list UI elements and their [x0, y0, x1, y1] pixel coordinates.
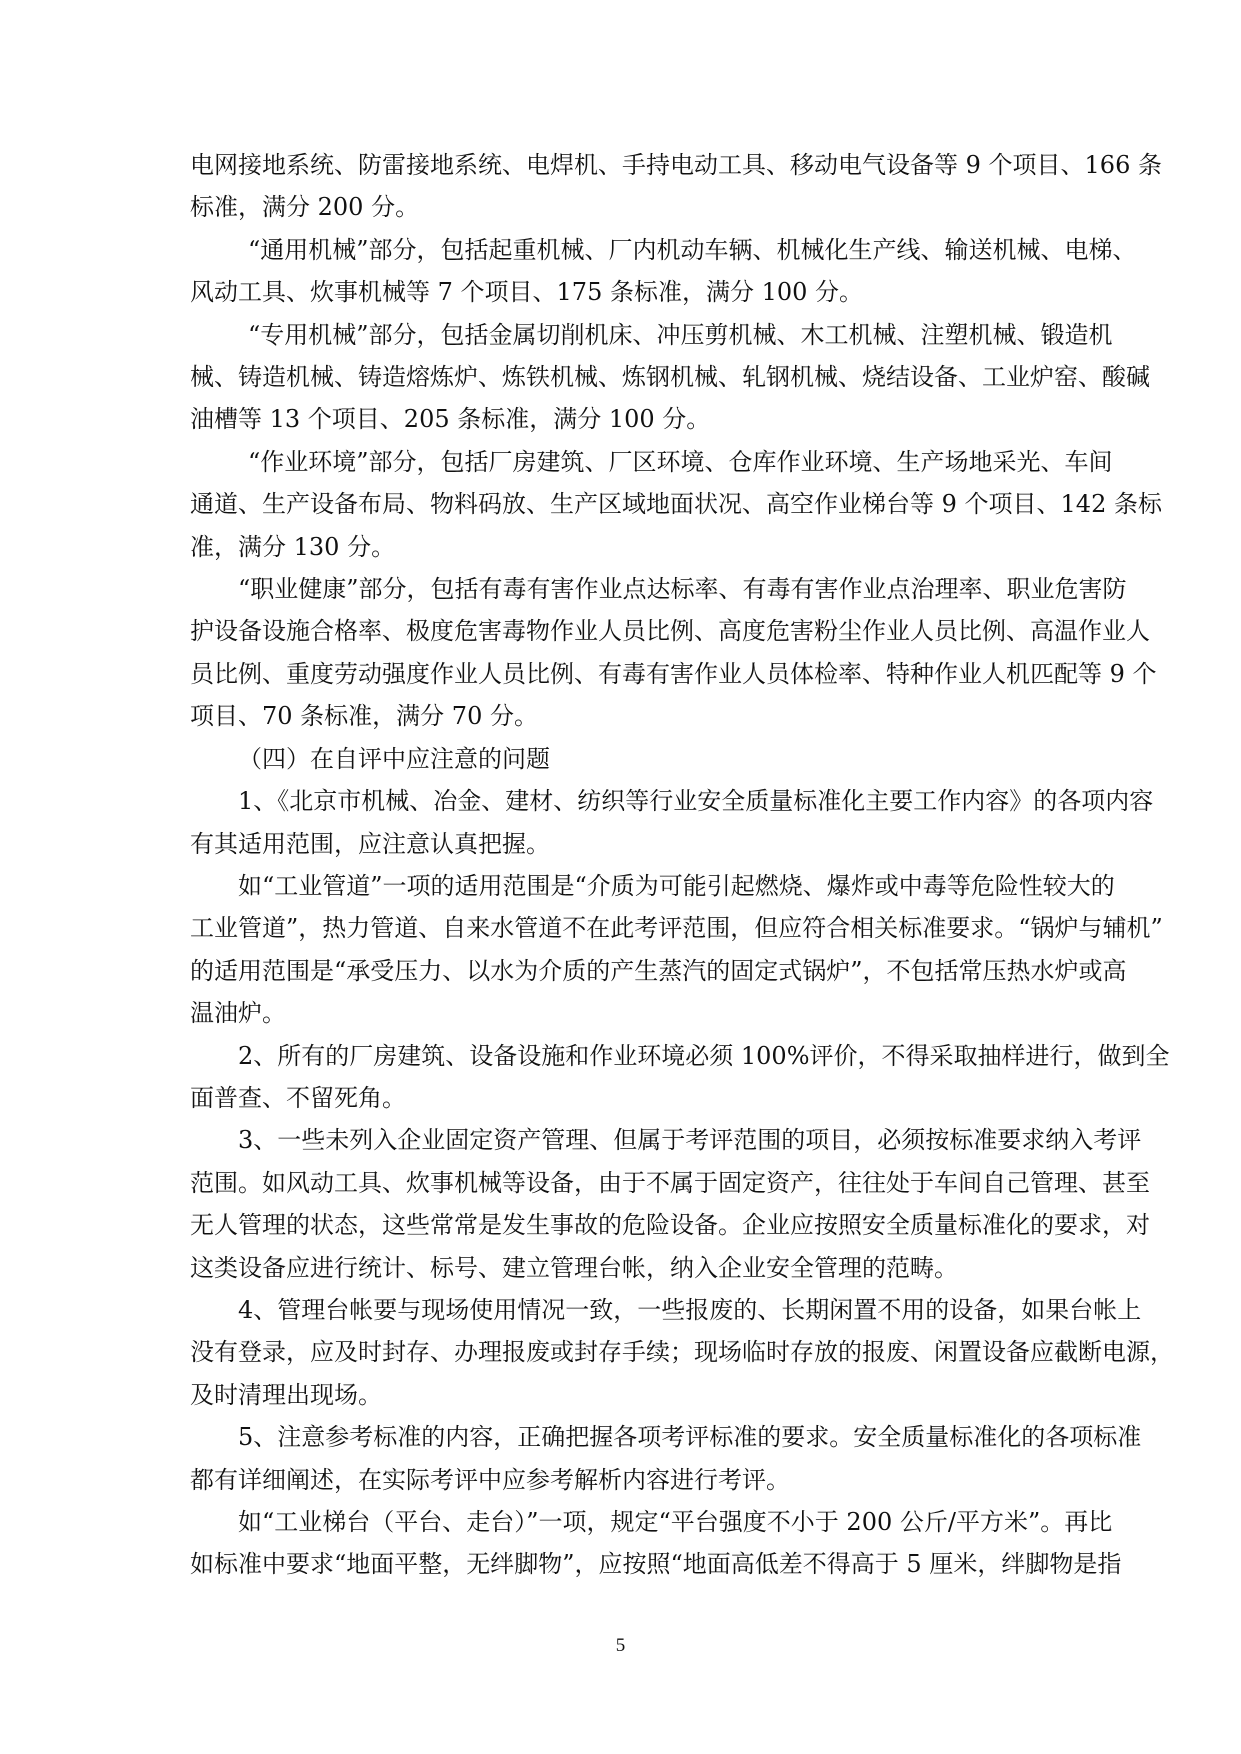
text-line: 如“工业梯台（平台、走台）”一项，规定“平台强度不小于 200 公斤/平方米”。再比	[238, 1508, 1113, 1536]
text-line: 的适用范围是“承受压力、以水为介质的产生蒸汽的固定式锅炉”，不包括常压热水炉或高	[190, 956, 1127, 985]
text-line: 通道、生产设备布局、物料码放、生产区域地面状况、高空作业梯台等 9 个项目、142 条标	[190, 490, 1162, 519]
text-line: （四）在自评中应注意的问题	[238, 744, 550, 773]
paragraph	[190, 1501, 1122, 1586]
text-line: 标准，满分 200 分。	[190, 193, 420, 222]
paragraph	[190, 1289, 1174, 1416]
text-line: 无人管理的状态，这些常常是发生事故的危险设备。企业应按照安全质量标准化的要求，对	[190, 1211, 1150, 1240]
text-line: 护设备设施合格率、极度危害毒物作业人员比例、高度危害粉尘作业人员比例、高温作业人	[190, 617, 1150, 646]
page-number: 5	[615, 1635, 626, 1656]
text-line: 员比例、重度劳动强度作业人员比例、有毒有害作业人员体检率、特种作业人机匹配等 9 个	[190, 659, 1157, 688]
text-line: 都有详细阐述，在实际考评中应参考解析内容进行考评。	[190, 1465, 790, 1494]
paragraph	[190, 865, 1163, 1035]
text-line: 准，满分 130 分。	[190, 532, 396, 561]
paragraph	[190, 1119, 1150, 1289]
paragraph	[190, 229, 1137, 314]
paragraph	[190, 1035, 1170, 1120]
text-line: 范围。如风动工具、炊事机械等设备，由于不属于固定资产，往往处于车间自己管理、甚至	[190, 1168, 1150, 1197]
text-line: 4、管理台帐要与现场使用情况一致，一些报废的、长期闲置不用的设备，如果台帐上	[238, 1295, 1142, 1324]
text-line: 有其适用范围，应注意认真把握。	[190, 829, 550, 858]
paragraph	[190, 314, 1150, 441]
text-line: 风动工具、炊事机械等 7 个项目、175 条标准，满分 100 分。	[190, 278, 864, 307]
text-line: 油槽等 13 个项目、205 条标准，满分 100 分。	[190, 405, 711, 434]
text-line: “专用机械”部分，包括金属切削机床、冲压剪机械、木工机械、注塑机械、锻造机	[248, 320, 1113, 349]
text-line: 项目、70 条标准，满分 70 分。	[190, 702, 538, 731]
paragraph	[190, 1416, 1142, 1501]
text-line: 面普查、不留死角。	[190, 1083, 406, 1112]
text-line: 这类设备应进行统计、标号、建立管理台帐，纳入企业安全管理的范畴。	[190, 1253, 958, 1282]
text-line: “职业健康”部分，包括有毒有害作业点达标率、有毒有害作业点治理率、职业危害防	[238, 575, 1127, 604]
text-line: 3、一些未列入企业固定资产管理、但属于考评范围的项目，必须按标准要求纳入考评	[238, 1126, 1142, 1155]
text-line: 2、所有的厂房建筑、设备设施和作业环境必须 100%评价，不得采取抽样进行，做到全	[238, 1041, 1170, 1070]
text-line: 温油炉。	[190, 999, 286, 1028]
text-line: “作业环境”部分，包括厂房建筑、厂区环境、仓库作业环境、生产场地采光、车间	[248, 447, 1113, 476]
paragraph	[190, 441, 1162, 568]
text-line: 及时清理出现场。	[190, 1380, 382, 1409]
paragraph	[190, 568, 1157, 738]
text-line: 如“工业管道”一项的适用范围是“介质为可能引起燃烧、爆炸或中毒等危险性较大的	[238, 871, 1115, 900]
text-line: 1、《北京市机械、冶金、建材、纺织等行业安全质量标准化主要工作内容》的各项内容	[238, 787, 1154, 816]
text-line: “通用机械”部分，包括起重机械、厂内机动车辆、机械化生产线、输送机械、电梯、	[248, 235, 1137, 264]
paragraph	[190, 738, 1056, 780]
paragraph	[190, 144, 1162, 229]
text-line: 电网接地系统、防雷接地系统、电焊机、手持电动工具、移动电气设备等 9 个项目、166 条	[190, 151, 1162, 179]
text-line: 械、铸造机械、铸造熔炼炉、炼铁机械、炼钢机械、轧钢机械、烧结设备、工业炉窑、酸碱	[190, 363, 1150, 392]
text-line: 工业管道”，热力管道、自来水管道不在此考评范围，但应符合相关标准要求。“锅炉与辅机”	[190, 914, 1163, 943]
paragraph	[190, 780, 1154, 865]
text-line: 没有登录，应及时封存、办理报废或封存手续；现场临时存放的报废、闲置设备应截断电源，	[190, 1338, 1174, 1367]
text-line: 如标准中要求“地面平整，无绊脚物”，应按照“地面高低差不得高于 5 厘米，绊脚物是指	[190, 1550, 1122, 1579]
document-body	[190, 144, 1174, 1586]
text-line: 5、注意参考标准的内容，正确把握各项考评标准的要求。安全质量标准化的各项标准	[238, 1423, 1142, 1452]
